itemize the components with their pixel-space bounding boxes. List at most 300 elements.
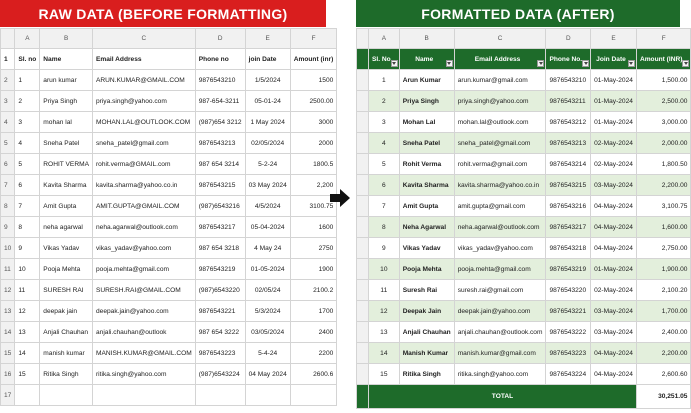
row-number[interactable]: 14 xyxy=(1,322,15,343)
cell-sl-no[interactable]: 12 xyxy=(369,301,400,322)
column-letter[interactable]: F xyxy=(290,29,337,49)
cell-join-date[interactable]: 02-May-2024 xyxy=(591,133,637,154)
cell-amount[interactable]: 2,200.00 xyxy=(636,343,690,364)
cell-join-date[interactable]: 01-May-2024 xyxy=(591,259,637,280)
cell-sl-no[interactable]: 10 xyxy=(369,259,400,280)
header-label: Email Address xyxy=(474,55,521,63)
cell-name[interactable]: Ritika Singh xyxy=(40,364,93,385)
cell-name[interactable]: Mohan Lal xyxy=(399,112,454,133)
cell-email[interactable]: neha.agarwal@outlook.com xyxy=(92,217,195,238)
table-row xyxy=(1,196,337,217)
cell-name[interactable]: SURESH RAI xyxy=(40,280,93,301)
header-label: Phone No. xyxy=(549,55,583,63)
cell-amount[interactable]: 2000 xyxy=(290,133,337,154)
cell-sl-no[interactable]: 11 xyxy=(369,280,400,301)
row-number[interactable]: 8 xyxy=(1,196,15,217)
cell-email[interactable]: priya.singh@yahoo.com xyxy=(454,91,546,112)
cell-join-date[interactable]: 5-2-24 xyxy=(245,154,290,175)
filter-dropdown-icon[interactable] xyxy=(537,60,544,67)
cell-email[interactable]: arun.kumar@gmail.com xyxy=(454,70,546,91)
cell-email[interactable]: priya.singh@yahoo.com xyxy=(92,91,195,112)
cell-name[interactable]: neha agarwal xyxy=(40,217,93,238)
table-row xyxy=(1,112,337,133)
cell-email[interactable]: ritika.singh@yahoo.com xyxy=(454,364,546,385)
cell-join-date[interactable]: 05-01-24 xyxy=(245,91,290,112)
cell-join-date[interactable]: 04-May-2024 xyxy=(591,364,637,385)
header-phone[interactable]: Phone no xyxy=(195,49,245,70)
cell-phone[interactable]: 9876543212 xyxy=(546,112,591,133)
cell-email[interactable]: rohit.verma@gmail.com xyxy=(454,154,546,175)
column-letters-row xyxy=(357,29,691,49)
table-row xyxy=(357,343,691,364)
row-number[interactable]: 6 xyxy=(1,154,15,175)
table-row xyxy=(1,238,337,259)
cell-join-date[interactable]: 04-May-2024 xyxy=(591,238,637,259)
row-number[interactable] xyxy=(357,301,369,322)
cell-email[interactable]: AMIT.GUPTA@GMAIL.COM xyxy=(92,196,195,217)
cell-join-date[interactable]: 01-May-2024 xyxy=(591,91,637,112)
cell-amount[interactable]: 1900 xyxy=(290,259,337,280)
cell-email[interactable]: kavita.sharma@yahoo.co.in xyxy=(92,175,195,196)
table-row xyxy=(357,112,691,133)
cell-sl-no[interactable]: 8 xyxy=(15,217,40,238)
table-row xyxy=(357,196,691,217)
header-row xyxy=(1,49,337,70)
cell-sl-no[interactable]: 3 xyxy=(369,112,400,133)
cell-phone[interactable]: 9876543215 xyxy=(546,175,591,196)
filter-dropdown-icon[interactable] xyxy=(582,60,589,67)
empty-cell[interactable] xyxy=(40,385,93,406)
table-row xyxy=(1,91,337,112)
cell-email[interactable]: suresh.rai@gmail.com xyxy=(454,280,546,301)
table-row xyxy=(357,154,691,175)
corner-cell[interactable] xyxy=(357,29,369,49)
row-number[interactable] xyxy=(357,280,369,301)
cell-sl-no[interactable]: 6 xyxy=(369,175,400,196)
cell-name[interactable]: Sneha Patel xyxy=(399,133,454,154)
cell-phone[interactable]: 9876543213 xyxy=(546,133,591,154)
empty-cell[interactable] xyxy=(245,385,290,406)
cell-phone[interactable]: 9876543223 xyxy=(195,343,245,364)
cell-amount[interactable]: 2750 xyxy=(290,238,337,259)
cell-amount[interactable]: 2,000.00 xyxy=(636,133,690,154)
cell-email[interactable]: pooja.mehta@gmail.com xyxy=(92,259,195,280)
cell-phone[interactable]: 987-654-3211 xyxy=(195,91,245,112)
cell-name[interactable]: ROHIT VERMA xyxy=(40,154,93,175)
row-number[interactable]: 4 xyxy=(1,112,15,133)
cell-sl-no[interactable]: 2 xyxy=(369,91,400,112)
cell-email[interactable]: amit.gupta@gmail.com xyxy=(454,196,546,217)
cell-email[interactable]: ARUN.KUMAR@GMAIL.COM xyxy=(92,70,195,91)
cell-name[interactable]: Arun Kumar xyxy=(399,70,454,91)
column-letter[interactable]: E xyxy=(591,29,637,49)
row-number[interactable]: 15 xyxy=(1,343,15,364)
cell-name[interactable]: mohan lal xyxy=(40,112,93,133)
table-row xyxy=(357,364,691,385)
header-name[interactable]: Name xyxy=(40,49,93,70)
cell-email[interactable]: mohan.lal@outlook.com xyxy=(454,112,546,133)
cell-amount[interactable]: 2200 xyxy=(290,343,337,364)
cell-name[interactable]: Anjali Chauhan xyxy=(399,322,454,343)
cell-amount[interactable]: 1,500.00 xyxy=(636,70,690,91)
column-letter[interactable]: E xyxy=(245,29,290,49)
cell-amount[interactable]: 1800.5 xyxy=(290,154,337,175)
cell-email[interactable]: anjali.chauhan@outlook.com xyxy=(454,322,546,343)
raw-data-panel xyxy=(0,0,334,406)
row-number[interactable]: 2 xyxy=(1,70,15,91)
cell-sl-no[interactable]: 7 xyxy=(369,196,400,217)
cell-amount[interactable]: 2600.6 xyxy=(290,364,337,385)
cell-join-date[interactable]: 03-May-2024 xyxy=(591,175,637,196)
cell-sl-no[interactable]: 11 xyxy=(15,280,40,301)
cell-amount[interactable]: 2100.2 xyxy=(290,280,337,301)
empty-cell[interactable] xyxy=(92,385,195,406)
table-row xyxy=(1,133,337,154)
cell-name[interactable]: Pooja Mehta xyxy=(40,259,93,280)
column-letter[interactable]: C xyxy=(92,29,195,49)
cell-name[interactable]: Ritika Singh xyxy=(399,364,454,385)
column-letter[interactable]: A xyxy=(15,29,40,49)
table-row xyxy=(1,259,337,280)
cell-join-date[interactable]: 04 May 2024 xyxy=(245,364,290,385)
header-amount[interactable] xyxy=(636,49,690,70)
row-number[interactable]: 13 xyxy=(1,301,15,322)
cell-amount[interactable]: 1600 xyxy=(290,217,337,238)
cell-name[interactable]: Kavita Sharma xyxy=(40,175,93,196)
cell-sl-no[interactable]: 9 xyxy=(369,238,400,259)
cell-join-date[interactable]: 03-May-2024 xyxy=(591,301,637,322)
cell-name[interactable]: Deepak Jain xyxy=(399,301,454,322)
header-join-date[interactable] xyxy=(591,49,637,70)
cell-sl-no[interactable]: 13 xyxy=(15,322,40,343)
cell-name[interactable]: arun kumar xyxy=(40,70,93,91)
cell-name[interactable]: Kavita Sharma xyxy=(399,175,454,196)
row-number[interactable] xyxy=(357,49,369,70)
cell-sl-no[interactable]: 15 xyxy=(15,364,40,385)
filter-dropdown-icon[interactable] xyxy=(391,60,398,67)
cell-name[interactable]: Priya Singh xyxy=(40,91,93,112)
filter-dropdown-icon[interactable] xyxy=(628,60,635,67)
cell-email[interactable]: MANISH.KUMAR@GMAIL.COM xyxy=(92,343,195,364)
total-label[interactable]: TOTAL xyxy=(369,385,637,409)
cell-email[interactable]: sneha_patel@gmail.com xyxy=(454,133,546,154)
cell-name[interactable]: deepak jain xyxy=(40,301,93,322)
cell-name[interactable]: Neha Agarwal xyxy=(399,217,454,238)
table-row xyxy=(357,259,691,280)
cell-amount[interactable]: 3100.75 xyxy=(290,196,337,217)
cell-join-date[interactable]: 03-May-2024 xyxy=(591,322,637,343)
cell-phone[interactable]: 987 654 3222 xyxy=(195,322,245,343)
table-row xyxy=(357,217,691,238)
cell-phone[interactable]: 9876543223 xyxy=(546,343,591,364)
cell-sl-no[interactable]: 7 xyxy=(15,196,40,217)
cell-join-date[interactable]: 01-May-2024 xyxy=(591,70,637,91)
cell-amount[interactable]: 2,500.00 xyxy=(636,91,690,112)
cell-sl-no[interactable]: 3 xyxy=(15,112,40,133)
cell-amount[interactable]: 2,400.00 xyxy=(636,322,690,343)
cell-join-date[interactable]: 02-May-2024 xyxy=(591,280,637,301)
cell-phone[interactable]: 9876543210 xyxy=(195,70,245,91)
cell-name[interactable]: Amit Gupta xyxy=(399,196,454,217)
cell-phone[interactable]: 9876543217 xyxy=(546,217,591,238)
cell-join-date[interactable]: 04-May-2024 xyxy=(591,217,637,238)
cell-phone[interactable]: 9876543211 xyxy=(546,91,591,112)
cell-amount[interactable]: 2400 xyxy=(290,322,337,343)
filter-dropdown-icon[interactable] xyxy=(682,60,689,67)
row-number[interactable] xyxy=(357,322,369,343)
cell-sl-no[interactable]: 8 xyxy=(369,217,400,238)
row-number[interactable]: 3 xyxy=(1,91,15,112)
header-name[interactable] xyxy=(399,49,454,70)
cell-phone[interactable]: 9876543221 xyxy=(546,301,591,322)
corner-cell[interactable] xyxy=(1,29,15,49)
cell-sl-no[interactable]: 10 xyxy=(15,259,40,280)
cell-join-date[interactable]: 03/05/2024 xyxy=(245,322,290,343)
cell-amount[interactable]: 2,100.20 xyxy=(636,280,690,301)
empty-cell[interactable] xyxy=(15,385,40,406)
header-phone[interactable] xyxy=(546,49,591,70)
cell-sl-no[interactable]: 5 xyxy=(369,154,400,175)
cell-sl-no[interactable]: 5 xyxy=(15,154,40,175)
cell-join-date[interactable]: 04-May-2024 xyxy=(591,196,637,217)
cell-phone[interactable]: 9876543210 xyxy=(546,70,591,91)
cell-email[interactable]: deepak.jain@yahoo.com xyxy=(92,301,195,322)
cell-phone[interactable]: 9876543214 xyxy=(546,154,591,175)
cell-phone[interactable]: (987)6543224 xyxy=(195,364,245,385)
cell-email[interactable]: sneha_patel@gmail.com xyxy=(92,133,195,154)
cell-sl-no[interactable]: 15 xyxy=(369,364,400,385)
cell-phone[interactable]: (987)6543220 xyxy=(195,280,245,301)
cell-join-date[interactable]: 05-04-2024 xyxy=(245,217,290,238)
cell-amount[interactable]: 1500 xyxy=(290,70,337,91)
cell-phone[interactable]: 9876543221 xyxy=(195,301,245,322)
cell-email[interactable]: deepak.jain@yahoo.com xyxy=(454,301,546,322)
cell-join-date[interactable]: 02-May-2024 xyxy=(591,154,637,175)
cell-email[interactable]: SURESH.RAI@GMAIL.COM xyxy=(92,280,195,301)
cell-phone[interactable]: 987 654 3218 xyxy=(195,238,245,259)
row-number[interactable]: 12 xyxy=(1,280,15,301)
cell-sl-no[interactable]: 1 xyxy=(15,70,40,91)
table-row xyxy=(357,301,691,322)
header-label: Name xyxy=(415,55,434,63)
header-label: Join Date xyxy=(596,55,626,63)
table-row xyxy=(357,133,691,154)
cell-phone[interactable]: 9876543216 xyxy=(546,196,591,217)
row-number[interactable] xyxy=(357,91,369,112)
cell-phone[interactable]: 9876543224 xyxy=(546,364,591,385)
cell-phone[interactable]: 9876543213 xyxy=(195,133,245,154)
cell-join-date[interactable]: 01-05-2024 xyxy=(245,259,290,280)
cell-join-date[interactable]: 5-4-24 xyxy=(245,343,290,364)
cell-phone[interactable]: 9876543219 xyxy=(195,259,245,280)
row-number[interactable]: 11 xyxy=(1,259,15,280)
table-row xyxy=(1,343,337,364)
header-sl-no[interactable]: Sl. no xyxy=(15,49,40,70)
cell-email[interactable]: anjali.chauhan@outlook xyxy=(92,322,195,343)
row-number[interactable] xyxy=(357,196,369,217)
cell-amount[interactable]: 3000 xyxy=(290,112,337,133)
row-number[interactable]: 10 xyxy=(1,238,15,259)
raw-data-title: RAW DATA (BEFORE FORMATTING) xyxy=(0,0,326,27)
header-email[interactable] xyxy=(454,49,546,70)
table-row xyxy=(357,175,691,196)
cell-amount[interactable]: 2,200 xyxy=(290,175,337,196)
header-join-date[interactable]: join Date xyxy=(245,49,290,70)
cell-phone[interactable]: 9876543222 xyxy=(546,322,591,343)
cell-name[interactable]: Priya Singh xyxy=(399,91,454,112)
cell-phone[interactable]: (987)654 3212 xyxy=(195,112,245,133)
cell-amount[interactable]: 2,750.00 xyxy=(636,238,690,259)
row-number[interactable]: 9 xyxy=(1,217,15,238)
raw-data-sheet xyxy=(0,28,337,406)
cell-join-date[interactable]: 1/5/2024 xyxy=(245,70,290,91)
cell-name[interactable]: Manish Kumar xyxy=(399,343,454,364)
cell-email[interactable]: vikas_yadav@yahoo.com xyxy=(454,238,546,259)
cell-sl-no[interactable]: 9 xyxy=(15,238,40,259)
cell-phone[interactable]: 9876543217 xyxy=(195,217,245,238)
table-row xyxy=(1,301,337,322)
table-row xyxy=(357,322,691,343)
table-row xyxy=(1,217,337,238)
cell-amount[interactable]: 2500.00 xyxy=(290,91,337,112)
cell-email[interactable]: ritika.singh@yahoo.com xyxy=(92,364,195,385)
cell-sl-no[interactable]: 12 xyxy=(15,301,40,322)
empty-cell[interactable] xyxy=(195,385,245,406)
total-value[interactable]: 30,251.05 xyxy=(636,385,690,409)
row-number[interactable] xyxy=(357,259,369,280)
cell-email[interactable]: pooja.mehta@gmail.com xyxy=(454,259,546,280)
cell-join-date[interactable]: 02/05/24 xyxy=(245,280,290,301)
cell-sl-no[interactable]: 4 xyxy=(369,133,400,154)
right-arrow-icon xyxy=(329,187,351,209)
header-sl-no[interactable] xyxy=(369,49,400,70)
cell-name[interactable]: Vikas Yadav xyxy=(399,238,454,259)
column-letter[interactable]: B xyxy=(399,29,454,49)
cell-name[interactable]: Anjali Chauhan xyxy=(40,322,93,343)
empty-cell[interactable] xyxy=(290,385,337,406)
header-label: Sl. No xyxy=(372,55,391,63)
cell-name[interactable]: Rohit Verma xyxy=(399,154,454,175)
row-number[interactable] xyxy=(357,385,369,409)
cell-amount[interactable]: 1700 xyxy=(290,301,337,322)
table-row xyxy=(1,364,337,385)
cell-name[interactable]: manish kumar xyxy=(40,343,93,364)
cell-name[interactable]: Pooja Mehta xyxy=(399,259,454,280)
cell-amount[interactable]: 1,800.50 xyxy=(636,154,690,175)
cell-email[interactable]: neha.agarwal@outlook.com xyxy=(454,217,546,238)
cell-name[interactable]: Sneha Patel xyxy=(40,133,93,154)
column-letter[interactable]: A xyxy=(369,29,400,49)
filter-dropdown-icon[interactable] xyxy=(446,60,453,67)
column-letter[interactable]: B xyxy=(40,29,93,49)
row-number[interactable] xyxy=(357,112,369,133)
row-number[interactable]: 7 xyxy=(1,175,15,196)
cell-sl-no[interactable]: 2 xyxy=(15,91,40,112)
cell-join-date[interactable]: 03 May 2024 xyxy=(245,175,290,196)
cell-sl-no[interactable]: 6 xyxy=(15,175,40,196)
cell-amount[interactable]: 1,600.00 xyxy=(636,217,690,238)
row-number[interactable]: 5 xyxy=(1,133,15,154)
row-number[interactable] xyxy=(357,175,369,196)
cell-sl-no[interactable]: 13 xyxy=(369,322,400,343)
column-letter[interactable]: C xyxy=(454,29,546,49)
table-row xyxy=(1,154,337,175)
cell-amount[interactable]: 1,700.00 xyxy=(636,301,690,322)
table-row xyxy=(1,70,337,91)
cell-join-date[interactable]: 5/3/2024 xyxy=(245,301,290,322)
cell-amount[interactable]: 1,900.00 xyxy=(636,259,690,280)
table-row xyxy=(1,280,337,301)
column-letters-row xyxy=(1,29,337,49)
cell-amount[interactable]: 2,200.00 xyxy=(636,175,690,196)
cell-join-date[interactable]: 04-May-2024 xyxy=(591,343,637,364)
cell-name[interactable]: Amit Gupta xyxy=(40,196,93,217)
column-letter[interactable]: D xyxy=(546,29,591,49)
cell-sl-no[interactable]: 14 xyxy=(369,343,400,364)
row-number[interactable] xyxy=(357,133,369,154)
cell-email[interactable]: MOHAN.LAL@OUTLOOK.COM xyxy=(92,112,195,133)
cell-amount[interactable]: 3,000.00 xyxy=(636,112,690,133)
cell-phone[interactable]: 9876543219 xyxy=(546,259,591,280)
cell-phone[interactable]: (987)6543216 xyxy=(195,196,245,217)
cell-name[interactable]: Vikas Yadav xyxy=(40,238,93,259)
cell-sl-no[interactable]: 14 xyxy=(15,343,40,364)
column-letter[interactable]: D xyxy=(195,29,245,49)
header-label: Amount (INR) xyxy=(639,55,683,63)
cell-sl-no[interactable]: 1 xyxy=(369,70,400,91)
row-number[interactable] xyxy=(357,70,369,91)
total-row xyxy=(357,385,691,409)
row-number[interactable] xyxy=(357,364,369,385)
row-number[interactable] xyxy=(357,217,369,238)
header-amount[interactable]: Amount (inr) xyxy=(290,49,337,70)
row-number[interactable] xyxy=(357,154,369,175)
table-row xyxy=(357,70,691,91)
cell-amount[interactable]: 3,100.75 xyxy=(636,196,690,217)
cell-join-date[interactable]: 1 May 2024 xyxy=(245,112,290,133)
row-number[interactable]: 1 xyxy=(1,49,15,70)
cell-email[interactable]: vikas_yadav@yahoo.com xyxy=(92,238,195,259)
cell-phone[interactable]: 9876543220 xyxy=(546,280,591,301)
column-letter[interactable]: F xyxy=(636,29,690,49)
cell-sl-no[interactable]: 4 xyxy=(15,133,40,154)
cell-phone[interactable]: 9876543215 xyxy=(195,175,245,196)
row-number[interactable] xyxy=(357,343,369,364)
row-number[interactable]: 16 xyxy=(1,364,15,385)
formatted-data-title: FORMATTED DATA (AFTER) xyxy=(356,0,680,27)
cell-join-date[interactable]: 4/5/2024 xyxy=(245,196,290,217)
table-row xyxy=(1,322,337,343)
cell-join-date[interactable]: 01-May-2024 xyxy=(591,112,637,133)
cell-phone[interactable]: 9876543218 xyxy=(546,238,591,259)
cell-email[interactable]: manish.kumar@gmail.com xyxy=(454,343,546,364)
table-row xyxy=(1,175,337,196)
table-row xyxy=(357,91,691,112)
cell-email[interactable]: kavita.sharma@yahoo.co.in xyxy=(454,175,546,196)
table-row xyxy=(357,238,691,259)
row-number[interactable]: 17 xyxy=(1,385,15,406)
cell-name[interactable]: Suresh Rai xyxy=(399,280,454,301)
cell-email[interactable]: rohit.verma@GMAIL.com xyxy=(92,154,195,175)
row-number[interactable] xyxy=(357,238,369,259)
cell-join-date[interactable]: 4 May 24 xyxy=(245,238,290,259)
formatted-data-panel xyxy=(356,0,688,409)
cell-join-date[interactable]: 02/05/2024 xyxy=(245,133,290,154)
header-row xyxy=(357,49,691,70)
cell-amount[interactable]: 2,600.60 xyxy=(636,364,690,385)
cell-phone[interactable]: 987 654 3214 xyxy=(195,154,245,175)
header-email[interactable]: Email Address xyxy=(92,49,195,70)
